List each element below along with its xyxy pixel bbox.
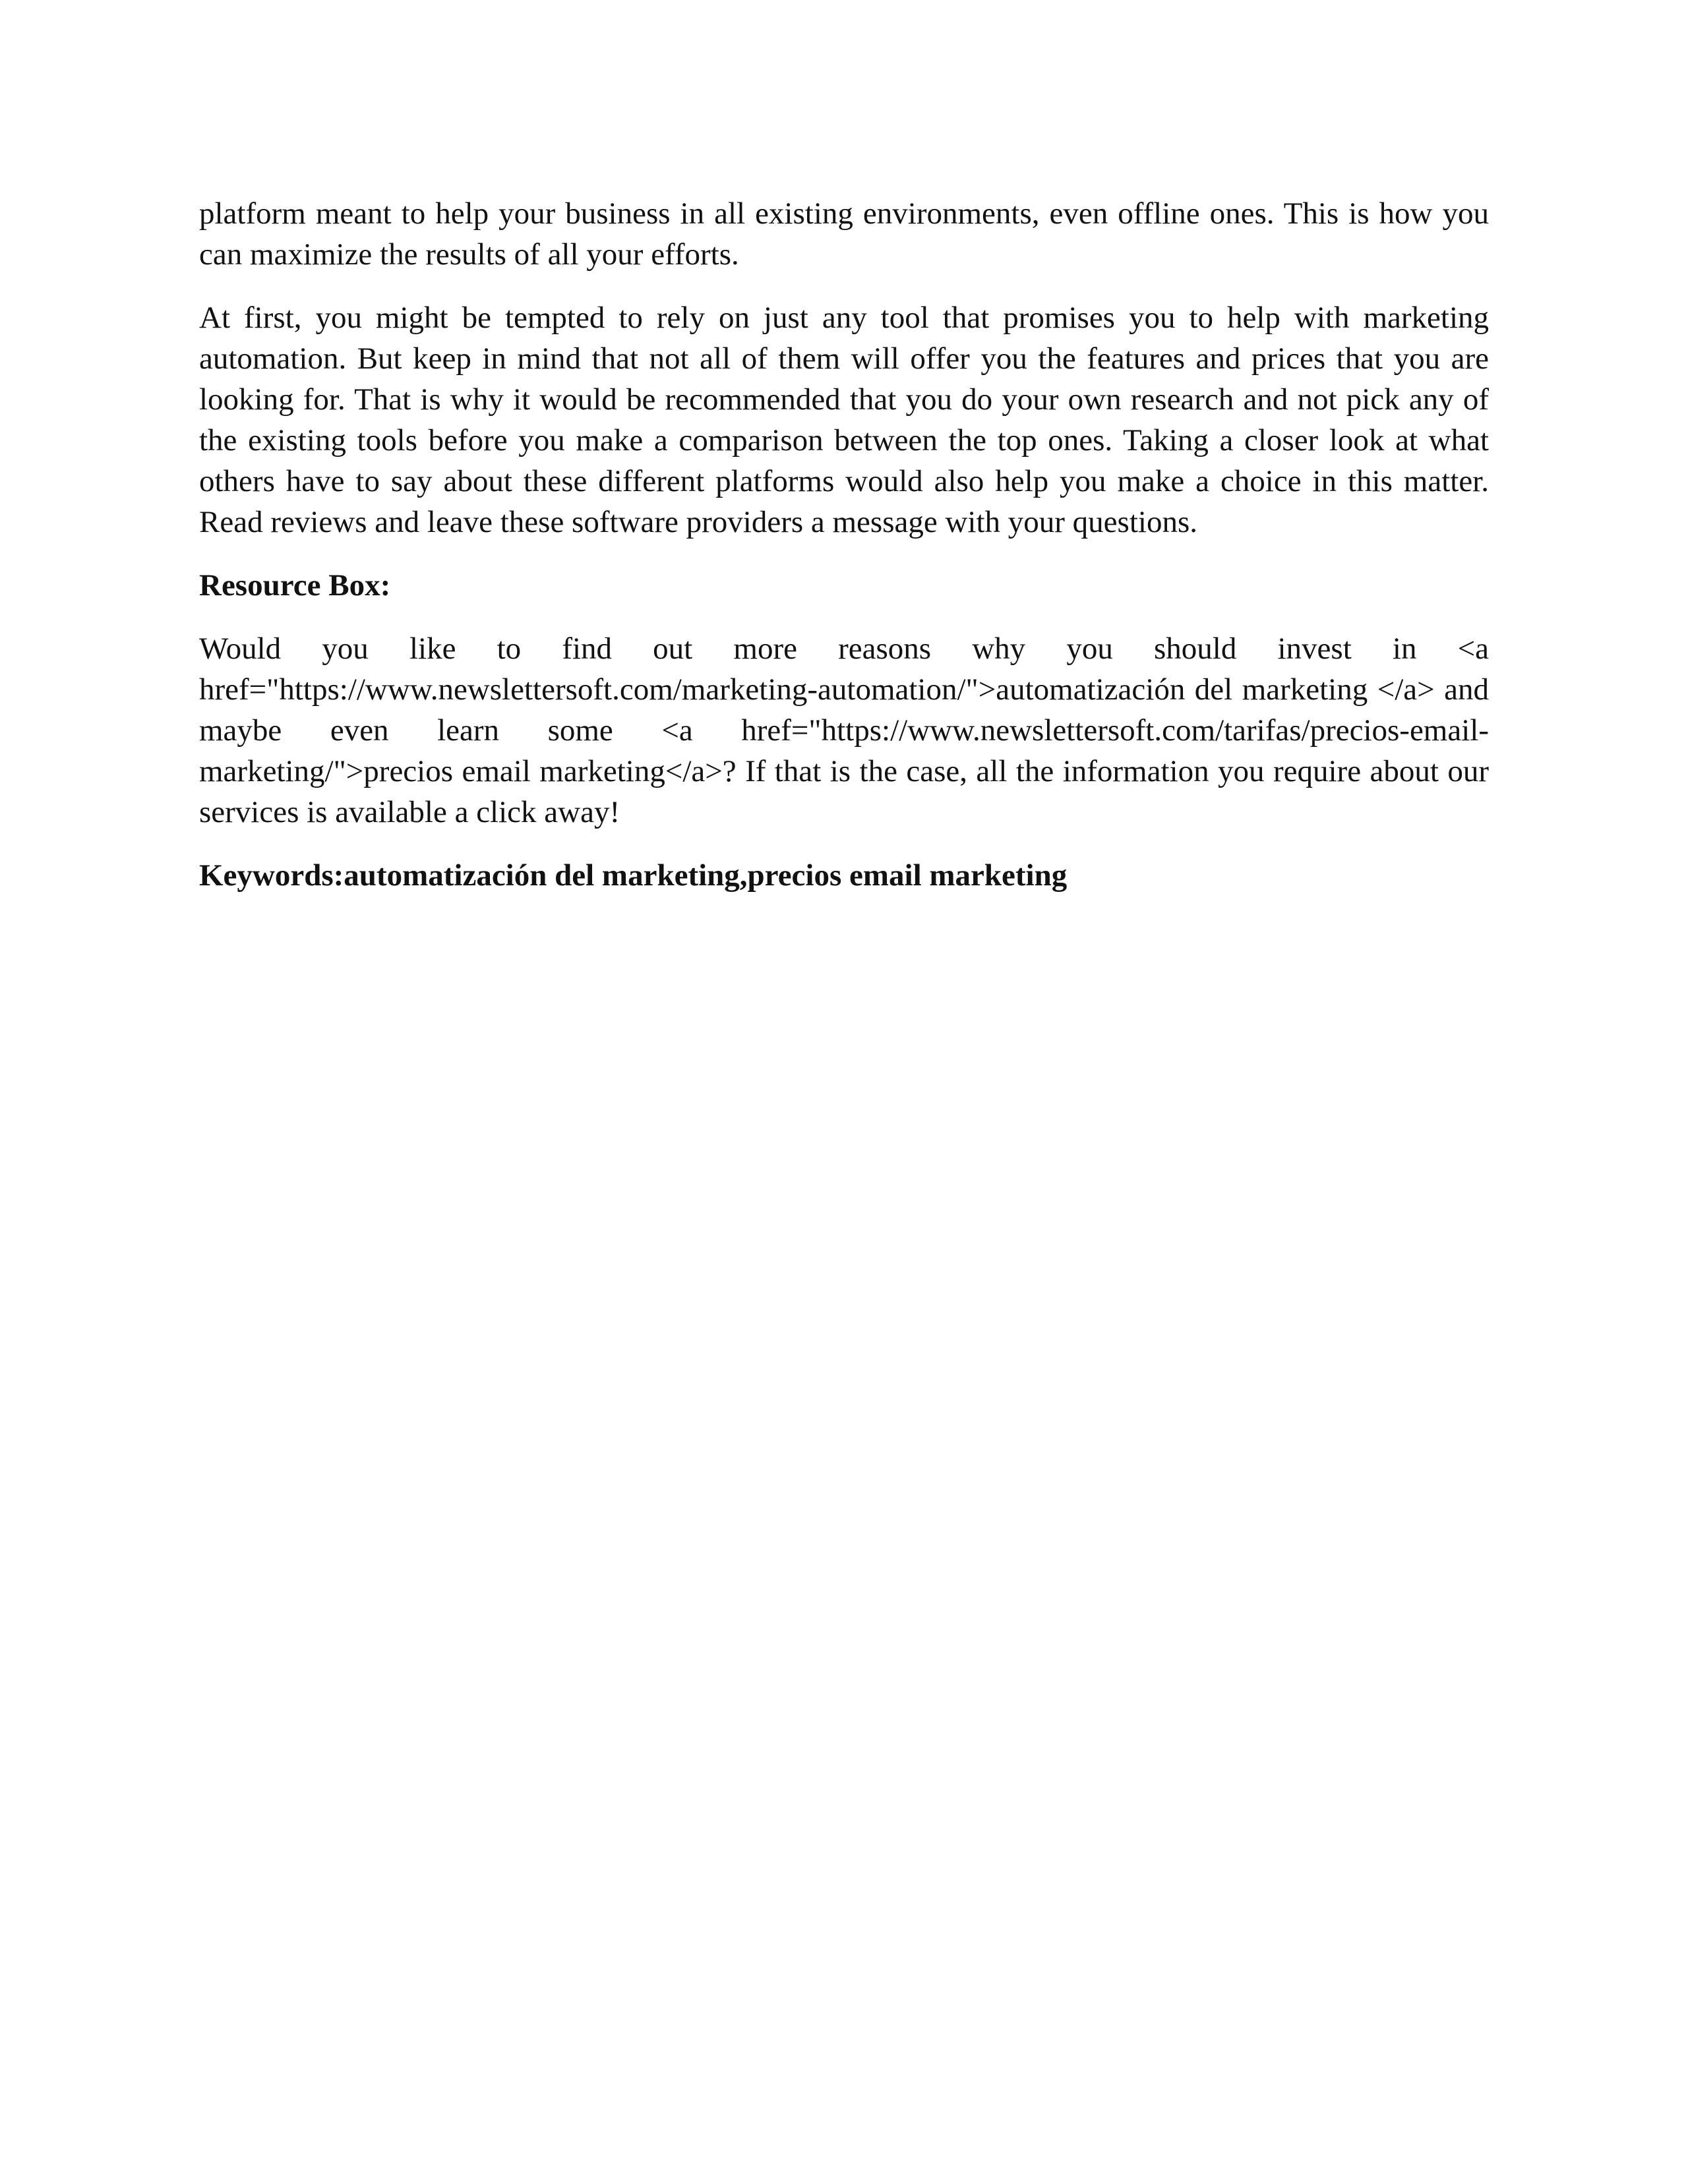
- paragraph-continuation: platform meant to help your business in all existing environments, even offline ones. This is how you can maximize the results of all your efforts.: [199, 196, 1489, 272]
- keywords-line: Keywords:automatización del marketing,precios email marketing: [199, 858, 1068, 893]
- resource-box-body: Would you like to find out more reasons why you should invest in <a href="https://www.newslettersoft.com/marketing-automation/">automatización del marketing </a> and maybe even learn some <a href="https://www.newslettersoft.com/tarifas/precios-email-marketing/">precios email marketing</a>? If that is the case, all the information you require about our services is available a click away!: [199, 632, 1489, 829]
- paragraph-advice: At first, you might be tempted to rely on just any tool that promises you to help with marketing automation. But keep in mind that not all of them will offer you the features and prices that you are looking for. That is why it would be recommended that you do your own research and not pick any of the existing tools before you make a comparison between the top ones. Taking a closer look at what others have to say about these different platforms would also help you make a choice in this matter. Read reviews and leave these software providers a message with your questions.: [199, 301, 1489, 539]
- resource-box-heading: Resource Box:: [199, 568, 391, 603]
- document-body: [199, 193, 1489, 896]
